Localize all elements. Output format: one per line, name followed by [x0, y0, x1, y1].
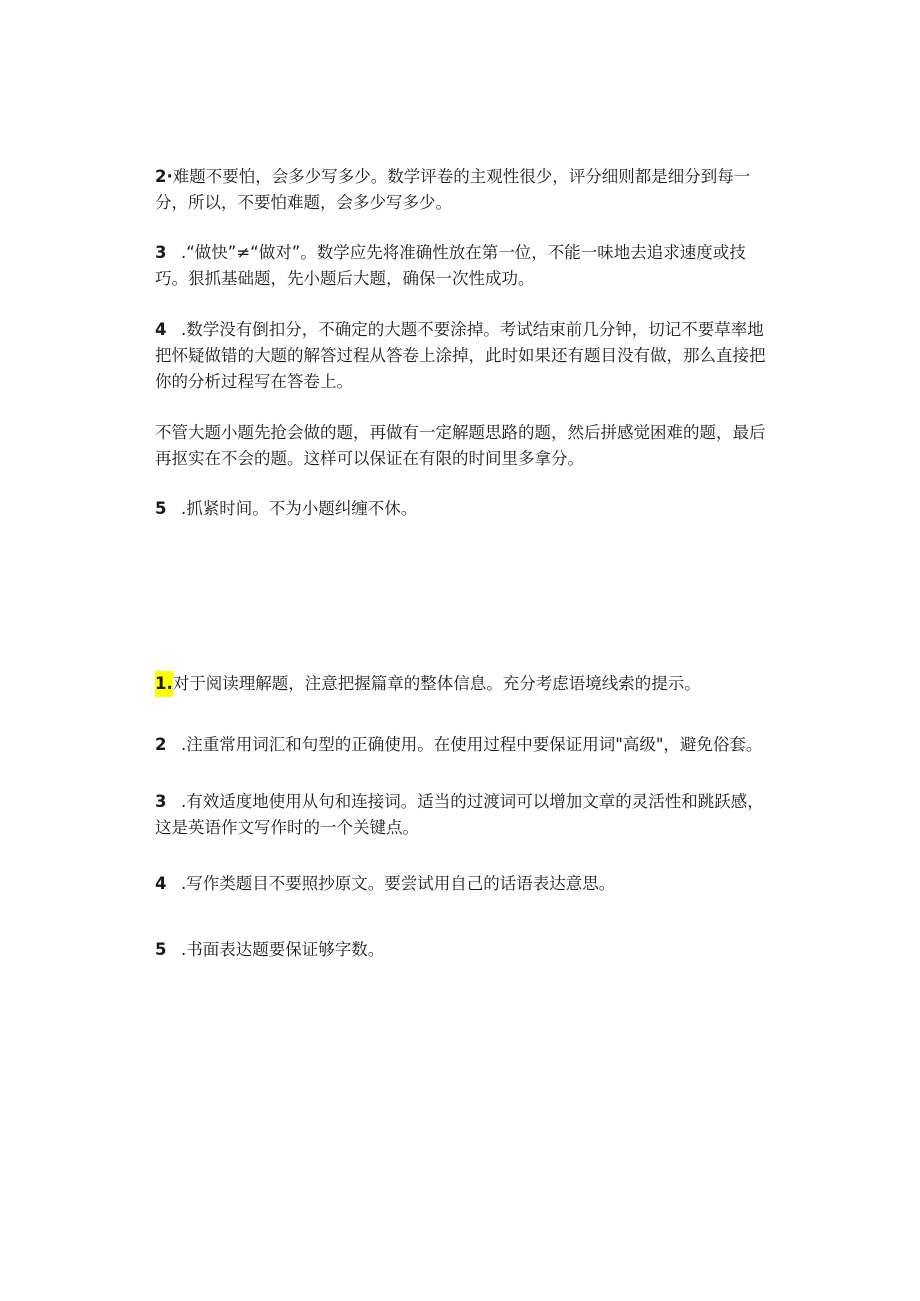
tip-text: .写作类题目不要照抄原文。要尝试用自己的话语表达意思。: [181, 874, 616, 893]
tip-text: 对于阅读理解题，注意把握篇章的整体信息。充分考虑语境线索的提示。: [172, 674, 701, 693]
english-tip-1: [155, 671, 775, 697]
english-tip-5: [155, 937, 775, 963]
tip-text: .抓紧时间。不为小题纠缠不休。: [181, 499, 418, 518]
tip-number-highlighted: 1.: [155, 671, 173, 697]
math-tip-4: [155, 317, 775, 395]
tip-text: .有效适度地使用从句和连接词。适当的过渡词可以增加文章的灵活性和跳跃感，这是英语作文写作时的一个关键点。: [155, 792, 764, 837]
tip-number: 5: [155, 499, 167, 518]
tip-text: .“做快”≠“做对”。数学应先将准确性放在第一位，不能一味地去追求速度或技巧。狠抓基础题，先小题后大题，确保一次性成功。: [155, 243, 746, 288]
tip-number: 4: [155, 320, 167, 339]
tip-text: 难题不要怕，会多少写多少。数学评卷的主观性很少，评分细则都是细分到每一分，所以，不要怕难题，会多少写多少。: [155, 167, 751, 212]
math-tip-2: [155, 164, 775, 216]
tip-number: 5: [155, 940, 167, 959]
tip-text: .注重常用词汇和句型的正确使用。在使用过程中要保证用词"高级"，避免俗套。: [181, 735, 763, 754]
tip-text: .数学没有倒扣分，不确定的大题不要涂掉。考试结束前几分钟，切记不要草率地把怀疑做错的大题的解答过程从答卷上涂掉，此时如果还有题目没有做，那么直接把你的分析过程写在答卷上。: [155, 320, 766, 391]
tip-number: 2·: [155, 167, 173, 186]
english-tip-3: [155, 789, 775, 841]
english-tip-2: [155, 732, 775, 758]
tip-number: 3: [155, 792, 167, 811]
tip-number: 2: [155, 735, 167, 754]
tip-text: 不管大题小题先抢会做的题，再做有一定解题思路的题，然后拼感觉困难的题，最后再抠实在不会的题。这样可以保证在有限的时间里多拿分。: [155, 423, 766, 468]
math-tip-3: [155, 240, 775, 292]
tip-text: .书面表达题要保证够字数。: [181, 940, 385, 959]
tip-number: 4: [155, 874, 167, 893]
tip-number: 3: [155, 243, 167, 262]
math-tip-5: [155, 496, 775, 522]
math-tip-note: [155, 420, 775, 472]
english-tip-4: [155, 871, 775, 897]
